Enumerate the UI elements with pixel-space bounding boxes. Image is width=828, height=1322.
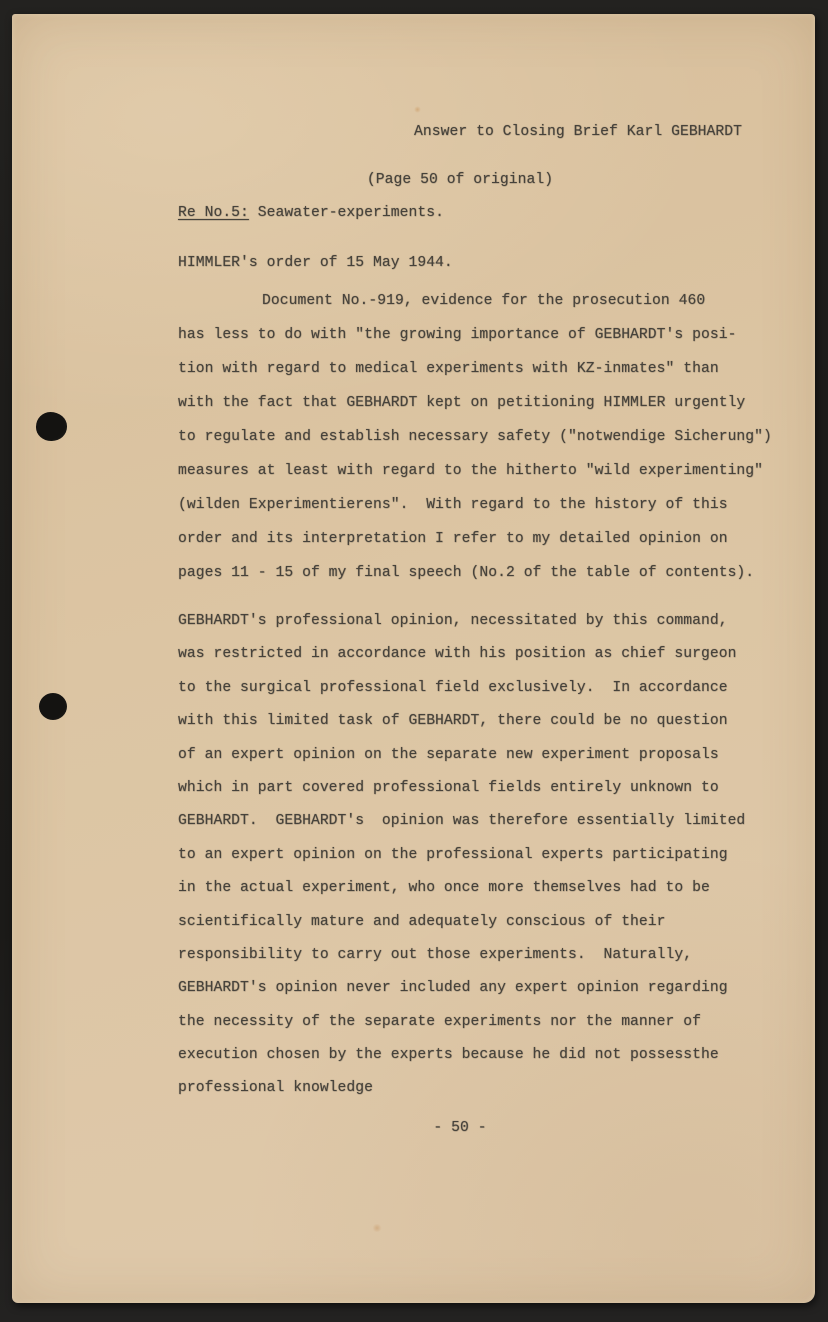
paper-stain	[372, 1224, 382, 1232]
text-line: tion with regard to medical experiments with KZ-inmates" than	[178, 361, 719, 377]
paragraph-1	[178, 291, 772, 597]
text-line: was restricted in accordance with his position as chief surgeon	[178, 646, 737, 663]
punch-hole-bottom	[39, 693, 67, 720]
text-line: measures at least with regard to the hitherto "wild experimenting"	[178, 463, 764, 479]
text-line: order and its interpretation I refer to my detailed opinion on	[178, 531, 728, 547]
subject-text: Seawater-experiments.	[248, 205, 444, 221]
punch-hole-top	[36, 412, 67, 441]
text-line: with this limited task of GEBHARDT, there could be no question	[178, 713, 728, 730]
document-header: Answer to Closing Brief Karl GEBHARDT	[414, 124, 742, 140]
text-line: in the actual experiment, who once more themselves had to be	[178, 880, 710, 897]
subject-line	[178, 205, 444, 221]
text-line: GEBHARDT's opinion never included any expert opinion regarding	[178, 980, 728, 997]
text-line: the necessity of the separate experiments nor the manner of	[178, 1013, 701, 1030]
text-line: Document No.-919, evidence for the prosecution 460	[262, 293, 706, 309]
page-reference: (Page 50 of original)	[366, 172, 554, 188]
text-line: which in part covered professional fields entirely unknown to	[178, 779, 719, 796]
page-number: - 50 -	[433, 1120, 487, 1136]
text-line: professional knowledge	[178, 1080, 374, 1097]
document-page	[12, 14, 815, 1303]
text-line: of an expert opinion on the separate new experiment proposals	[178, 746, 719, 763]
text-line: (wilden Experimentierens". With regard to the history of this	[178, 497, 728, 513]
text-line: to the surgical professional field exclusively. In accordance	[178, 679, 728, 696]
text-line: responsibility to carry out those experiments. Naturally,	[178, 946, 693, 963]
subject-label: Re No.5:	[178, 205, 249, 221]
text-line: has less to do with "the growing importance of GEBHARDT's posi-	[178, 327, 737, 343]
text-line: GEBHARDT. GEBHARDT's opinion was therefore essentially limited	[178, 813, 746, 830]
paragraph-2	[178, 611, 753, 1112]
text-line: execution chosen by the experts because he did not possessthe	[178, 1047, 719, 1064]
text-line: scientifically mature and adequately conscious of their	[178, 913, 666, 930]
section-heading: HIMMLER's order of 15 May 1944.	[178, 255, 453, 271]
text-line: to an expert opinion on the professional experts participating	[178, 846, 728, 863]
text-line: to regulate and establish necessary safety ("notwendige Sicherung")	[178, 429, 772, 445]
text-line: GEBHARDT's professional opinion, necessitated by this command,	[178, 613, 728, 629]
paper-stain	[414, 106, 421, 113]
text-line: with the fact that GEBHARDT kept on petitioning HIMMLER urgently	[178, 395, 746, 411]
text-line: pages 11 - 15 of my final speech (No.2 of the table of contents).	[178, 565, 755, 581]
